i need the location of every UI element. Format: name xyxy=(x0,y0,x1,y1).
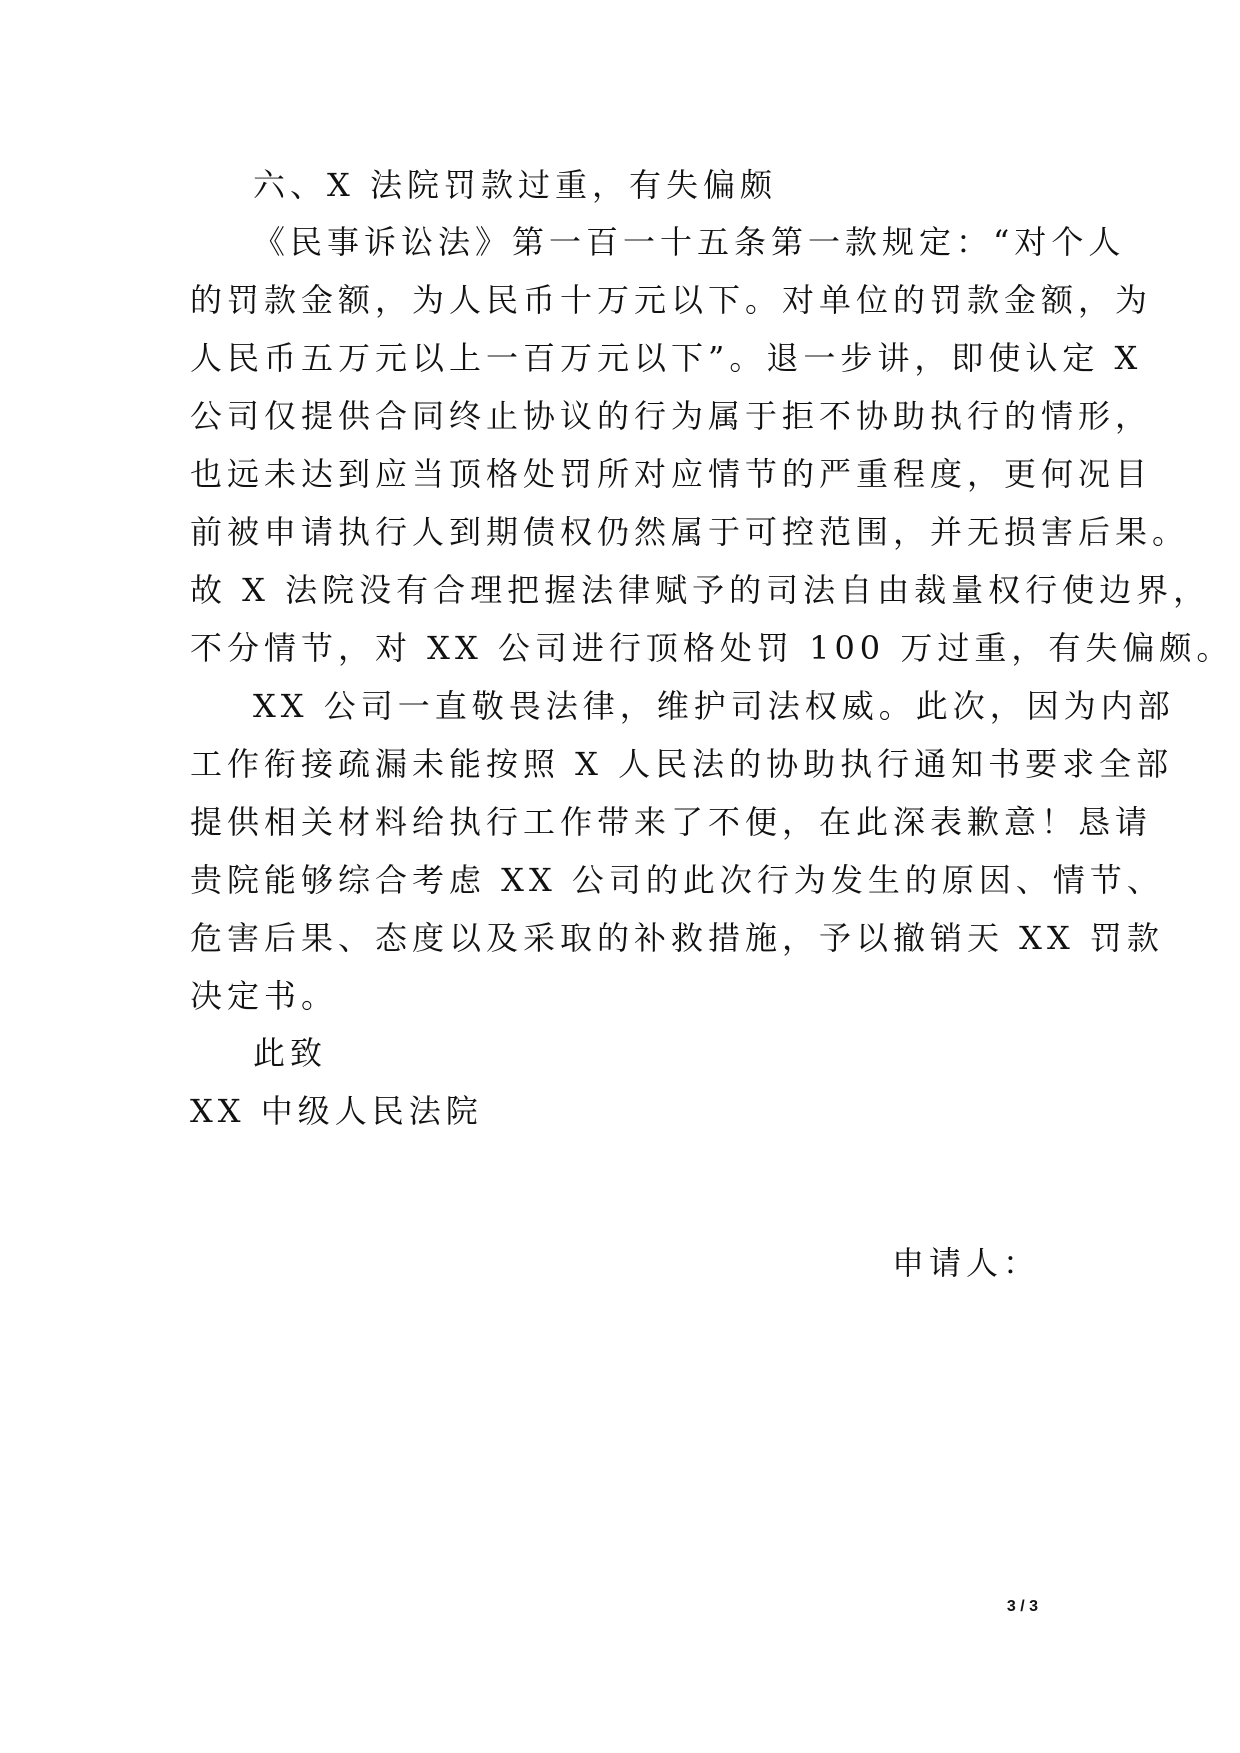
paragraph-1-line-4: 公司仅提供合同终止协议的行为属于拒不协助执行的情形， xyxy=(190,397,1153,435)
paragraph-1-line-7: 故 X 法院没有合理把握法律赋予的司法自由裁量权行使边界， xyxy=(190,571,1211,609)
page-number: 3 / 3 xyxy=(1006,1598,1038,1615)
paragraph-2-line-5: 危害后果、态度以及采取的补救措施，予以撤销天 XX 罚款 xyxy=(190,919,1164,957)
paragraph-2-line-4: 贵院能够综合考虑 XX 公司的此次行为发生的原因、情节、 xyxy=(190,861,1164,899)
paragraph-1-line-3: 人民币五万元以上一百万元以下”。退一步讲，即使认定 X xyxy=(190,339,1143,377)
section-heading: 六、X 法院罚款过重，有失偏颇 xyxy=(253,166,777,204)
paragraph-2-line-6: 决定书。 xyxy=(190,977,339,1015)
closing-salutation: 此致 xyxy=(253,1034,328,1072)
paragraph-2-line-2: 工作衔接疏漏未能按照 X 人民法的协助执行通知书要求全部 xyxy=(190,745,1174,783)
paragraph-1-line-5: 也远未达到应当顶格处罚所对应情节的严重程度，更何况目 xyxy=(190,455,1153,493)
paragraph-1-line-6: 前被申请执行人到期债权仍然属于可控范围，并无损害后果。 xyxy=(190,513,1190,551)
paragraph-2-line-1: XX 公司一直敬畏法律，维护司法权威。此次，因为内部 xyxy=(253,687,1175,725)
paragraph-2-line-3: 提供相关材料给执行工作带来了不便，在此深表歉意！恳请 xyxy=(190,803,1153,841)
paragraph-1-line-8: 不分情节，对 XX 公司进行顶格处罚 100 万过重，有失偏颇。 xyxy=(190,629,1234,667)
paragraph-1-line-2: 的罚款金额，为人民币十万元以下。对单位的罚款金额，为 xyxy=(190,281,1153,319)
recipient-court: XX 中级人民法院 xyxy=(190,1092,483,1130)
paragraph-1-line-1: 《民事诉讼法》第一百一十五条第一款规定：“对个人 xyxy=(253,223,1126,261)
applicant-signature: 申请人： xyxy=(891,1244,1040,1282)
